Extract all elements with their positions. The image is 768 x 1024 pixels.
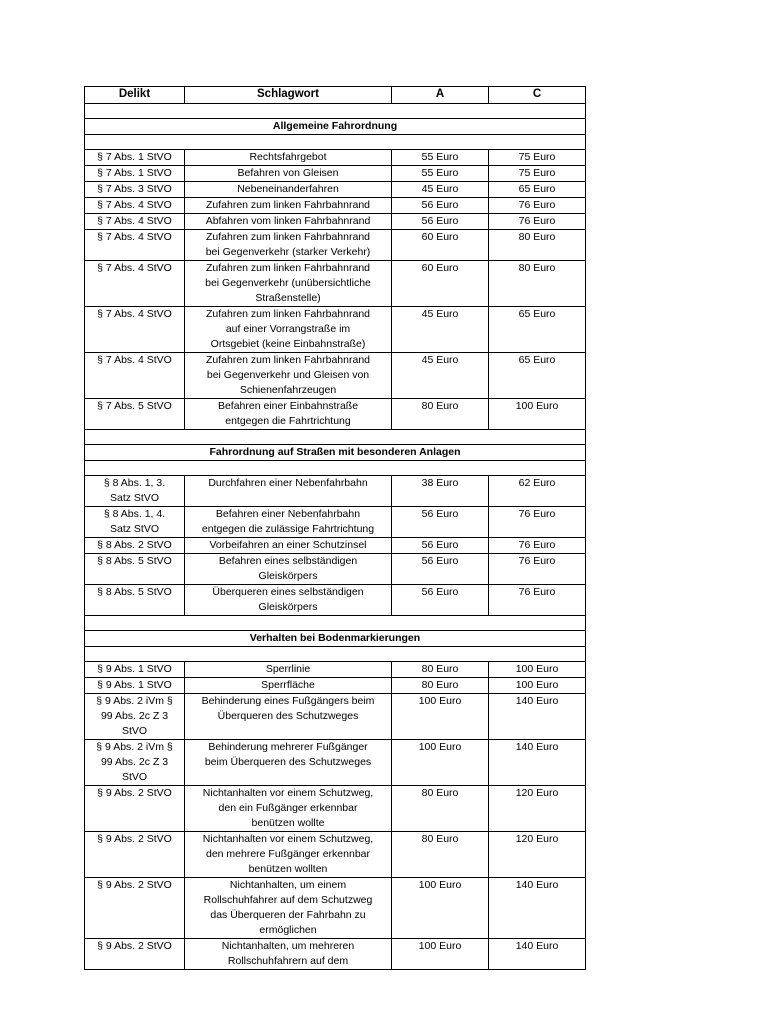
cell-schlagwort: Durchfahren einer Nebenfahrbahn — [185, 476, 392, 507]
cell-a: 56 Euro — [392, 554, 489, 585]
cell-a: 56 Euro — [392, 507, 489, 538]
cell-schlagwort: Nichtanhalten vor einem Schutzweg, den mehrere Fußgänger erkennbar benützen wollten — [185, 832, 392, 878]
table-body — [85, 104, 586, 970]
table-row — [85, 740, 586, 786]
cell-delikt: § 7 Abs. 1 StVO — [85, 150, 185, 166]
cell-delikt: § 8 Abs. 5 StVO — [85, 585, 185, 616]
fine-table — [84, 86, 586, 970]
cell-a: 80 Euro — [392, 786, 489, 832]
spacer-cell — [85, 135, 586, 150]
cell-c: 120 Euro — [489, 786, 586, 832]
cell-delikt: § 8 Abs. 2 StVO — [85, 538, 185, 554]
cell-delikt: § 7 Abs. 4 StVO — [85, 198, 185, 214]
cell-c: 62 Euro — [489, 476, 586, 507]
cell-delikt: § 9 Abs. 2 StVO — [85, 878, 185, 939]
cell-delikt: § 7 Abs. 4 StVO — [85, 230, 185, 261]
cell-a: 55 Euro — [392, 150, 489, 166]
table-row — [85, 198, 586, 214]
cell-c: 80 Euro — [489, 261, 586, 307]
spacer-cell — [85, 616, 586, 631]
section-title: Allgemeine Fahrordnung — [85, 119, 586, 135]
cell-schlagwort: Vorbeifahren an einer Schutzinsel — [185, 538, 392, 554]
cell-delikt: § 9 Abs. 1 StVO — [85, 678, 185, 694]
cell-c: 76 Euro — [489, 585, 586, 616]
cell-a: 45 Euro — [392, 182, 489, 198]
cell-a: 60 Euro — [392, 261, 489, 307]
spacer-row — [85, 616, 586, 631]
cell-schlagwort: Zufahren zum linken Fahrbahnrand bei Gegenverkehr und Gleisen von Schienenfahrzeugen — [185, 353, 392, 399]
table-row — [85, 678, 586, 694]
cell-a: 80 Euro — [392, 399, 489, 430]
cell-schlagwort: Nichtanhalten vor einem Schutzweg, den ein Fußgänger erkennbar benützen wollte — [185, 786, 392, 832]
table-row — [85, 832, 586, 878]
cell-a: 45 Euro — [392, 307, 489, 353]
table-row — [85, 182, 586, 198]
cell-c: 100 Euro — [489, 399, 586, 430]
cell-delikt: § 8 Abs. 1, 3. Satz StVO — [85, 476, 185, 507]
cell-a: 80 Euro — [392, 678, 489, 694]
spacer-cell — [85, 430, 586, 445]
cell-c: 120 Euro — [489, 832, 586, 878]
cell-delikt: § 7 Abs. 4 StVO — [85, 353, 185, 399]
cell-delikt: § 7 Abs. 5 StVO — [85, 399, 185, 430]
cell-schlagwort: Zufahren zum linken Fahrbahnrand bei Gegenverkehr (unübersichtliche Straßenstelle) — [185, 261, 392, 307]
cell-a: 60 Euro — [392, 230, 489, 261]
cell-c: 100 Euro — [489, 678, 586, 694]
cell-delikt: § 9 Abs. 2 StVO — [85, 939, 185, 970]
cell-delikt: § 9 Abs. 2 StVO — [85, 786, 185, 832]
section-header-row — [85, 631, 586, 647]
cell-a: 56 Euro — [392, 538, 489, 554]
cell-a: 55 Euro — [392, 166, 489, 182]
cell-schlagwort: Befahren von Gleisen — [185, 166, 392, 182]
cell-delikt: § 7 Abs. 4 StVO — [85, 307, 185, 353]
cell-c: 65 Euro — [489, 353, 586, 399]
table-row — [85, 939, 586, 970]
header-schlagwort: Schlagwort — [185, 87, 392, 104]
table-row — [85, 507, 586, 538]
cell-c: 65 Euro — [489, 307, 586, 353]
section-header-row — [85, 119, 586, 135]
cell-a: 56 Euro — [392, 214, 489, 230]
cell-schlagwort: Befahren eines selbständigen Gleiskörpers — [185, 554, 392, 585]
cell-schlagwort: Nichtanhalten, um mehreren Rollschuhfahrern auf dem — [185, 939, 392, 970]
header-c: C — [489, 87, 586, 104]
cell-a: 80 Euro — [392, 832, 489, 878]
cell-schlagwort: Nebeneinanderfahren — [185, 182, 392, 198]
header-a: A — [392, 87, 489, 104]
table-row — [85, 230, 586, 261]
table-row — [85, 150, 586, 166]
spacer-cell — [85, 104, 586, 119]
cell-c: 100 Euro — [489, 662, 586, 678]
spacer-row — [85, 430, 586, 445]
cell-a: 56 Euro — [392, 198, 489, 214]
table-row — [85, 554, 586, 585]
cell-a: 38 Euro — [392, 476, 489, 507]
spacer-row — [85, 135, 586, 150]
cell-a: 100 Euro — [392, 939, 489, 970]
cell-c: 65 Euro — [489, 182, 586, 198]
section-title: Fahrordnung auf Straßen mit besonderen Anlagen — [85, 445, 586, 461]
spacer-row — [85, 104, 586, 119]
table-row — [85, 214, 586, 230]
cell-delikt: § 7 Abs. 4 StVO — [85, 214, 185, 230]
cell-schlagwort: Abfahren vom linken Fahrbahnrand — [185, 214, 392, 230]
cell-delikt: § 7 Abs. 4 StVO — [85, 261, 185, 307]
cell-c: 80 Euro — [489, 230, 586, 261]
cell-a: 80 Euro — [392, 662, 489, 678]
cell-a: 45 Euro — [392, 353, 489, 399]
table-row — [85, 307, 586, 353]
table-row — [85, 261, 586, 307]
cell-schlagwort: Sperrlinie — [185, 662, 392, 678]
cell-delikt: § 7 Abs. 3 StVO — [85, 182, 185, 198]
cell-c: 76 Euro — [489, 538, 586, 554]
cell-delikt: § 9 Abs. 1 StVO — [85, 662, 185, 678]
header-delikt: Delikt — [85, 87, 185, 104]
cell-c: 76 Euro — [489, 198, 586, 214]
cell-delikt: § 8 Abs. 1, 4. Satz StVO — [85, 507, 185, 538]
cell-c: 75 Euro — [489, 150, 586, 166]
table-row — [85, 878, 586, 939]
cell-c: 140 Euro — [489, 694, 586, 740]
cell-delikt: § 9 Abs. 2 iVm § 99 Abs. 2c Z 3 StVO — [85, 694, 185, 740]
table-row — [85, 353, 586, 399]
table-row — [85, 585, 586, 616]
cell-schlagwort: Überqueren eines selbständigen Gleiskörpers — [185, 585, 392, 616]
cell-schlagwort: Befahren einer Einbahnstraße entgegen die Fahrtrichtung — [185, 399, 392, 430]
table-row — [85, 399, 586, 430]
table-row — [85, 694, 586, 740]
cell-c: 140 Euro — [489, 740, 586, 786]
cell-c: 75 Euro — [489, 166, 586, 182]
cell-schlagwort: Behinderung eines Fußgängers beim Überqueren des Schutzweges — [185, 694, 392, 740]
cell-delikt: § 7 Abs. 1 StVO — [85, 166, 185, 182]
table-row — [85, 662, 586, 678]
spacer-row — [85, 647, 586, 662]
cell-schlagwort: Nichtanhalten, um einem Rollschuhfahrer auf dem Schutzweg das Überqueren der Fahrbahn zu ermöglichen — [185, 878, 392, 939]
header-row — [85, 87, 586, 104]
cell-c: 140 Euro — [489, 878, 586, 939]
cell-a: 100 Euro — [392, 694, 489, 740]
cell-c: 140 Euro — [489, 939, 586, 970]
cell-delikt: § 8 Abs. 5 StVO — [85, 554, 185, 585]
cell-c: 76 Euro — [489, 214, 586, 230]
cell-schlagwort: Rechtsfahrgebot — [185, 150, 392, 166]
spacer-cell — [85, 461, 586, 476]
cell-schlagwort: Zufahren zum linken Fahrbahnrand bei Gegenverkehr (starker Verkehr) — [185, 230, 392, 261]
section-header-row — [85, 445, 586, 461]
cell-a: 100 Euro — [392, 878, 489, 939]
spacer-row — [85, 461, 586, 476]
cell-delikt: § 9 Abs. 2 iVm § 99 Abs. 2c Z 3 StVO — [85, 740, 185, 786]
table-row — [85, 786, 586, 832]
cell-delikt: § 9 Abs. 2 StVO — [85, 832, 185, 878]
cell-schlagwort: Zufahren zum linken Fahrbahnrand auf einer Vorrangstraße im Ortsgebiet (keine Einbahnstraße) — [185, 307, 392, 353]
cell-c: 76 Euro — [489, 507, 586, 538]
cell-schlagwort: Behinderung mehrerer Fußgänger beim Überqueren des Schutzweges — [185, 740, 392, 786]
spacer-cell — [85, 647, 586, 662]
cell-c: 76 Euro — [489, 554, 586, 585]
table-row — [85, 166, 586, 182]
table-row — [85, 476, 586, 507]
table-row — [85, 538, 586, 554]
section-title: Verhalten bei Bodenmarkierungen — [85, 631, 586, 647]
cell-schlagwort: Zufahren zum linken Fahrbahnrand — [185, 198, 392, 214]
cell-a: 100 Euro — [392, 740, 489, 786]
cell-schlagwort: Befahren einer Nebenfahrbahn entgegen die zulässige Fahrtrichtung — [185, 507, 392, 538]
cell-a: 56 Euro — [392, 585, 489, 616]
cell-schlagwort: Sperrfläche — [185, 678, 392, 694]
